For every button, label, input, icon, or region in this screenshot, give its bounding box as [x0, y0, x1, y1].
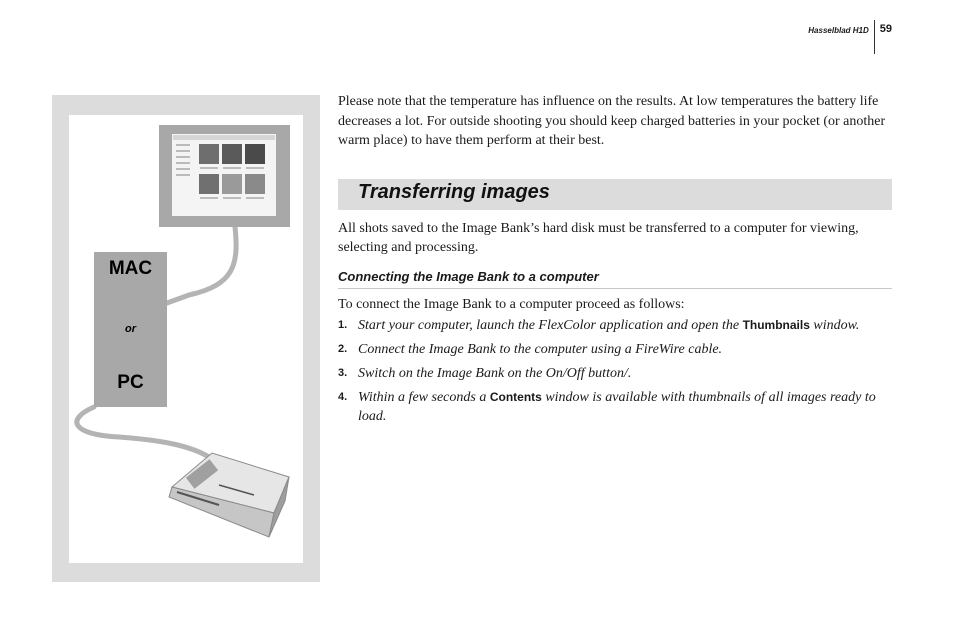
step-text: window.	[809, 318, 860, 333]
section-body: All shots saved to the Image Bank’s hard disk must be transferred to a computer for viewing, selecting and processing.	[338, 220, 859, 255]
step-number: 4.	[338, 391, 348, 403]
list-item	[338, 364, 892, 383]
illustration-canvas	[69, 115, 303, 563]
page-header	[808, 20, 892, 54]
step-keyword: Contents	[489, 390, 542, 404]
step-text: Start your computer, launch the FlexColor application and open the	[358, 318, 743, 333]
monitor-screen	[172, 134, 276, 216]
image-bank-device	[169, 453, 289, 537]
step-text: Connect the Image Bank to the computer using a FireWire cable.	[358, 342, 723, 357]
step-number: 1.	[338, 319, 348, 331]
subheading: Connecting the Image Bank to a computer	[338, 269, 892, 289]
mac-label: MAC	[108, 258, 153, 279]
connection-illustration	[52, 95, 320, 582]
header-brand: Hasselblad H1D	[808, 26, 869, 35]
list-item	[338, 316, 892, 335]
main-content	[338, 92, 892, 431]
step-text: Switch on the Image Bank on the On/Off button/.	[358, 366, 632, 381]
computer-monitor	[159, 125, 290, 227]
section-header-bar	[338, 179, 892, 210]
thumbnail-window-graphic	[172, 134, 276, 216]
pc-label: PC	[117, 372, 144, 393]
steps-list	[338, 316, 892, 426]
list-item	[338, 340, 892, 359]
or-label: or	[125, 323, 136, 335]
step-number: 3.	[338, 367, 348, 379]
step-number: 2.	[338, 343, 348, 355]
step-text: window is available with thumbnails of all images ready to load.	[358, 390, 876, 424]
intro-paragraph: Please note that the temperature has influence on the results. At low temperatures the battery life decreases a lot. For outside shooting you should keep charged batteries in your pocket (or another warm place) to have them perform at their best.	[338, 94, 886, 148]
step-text: Within a few seconds a	[358, 390, 490, 405]
steps-lead: To connect the Image Bank to a computer proceed as follows:	[338, 296, 685, 312]
page-number: 59	[879, 23, 892, 35]
step-keyword: Thumbnails	[742, 318, 810, 332]
section-title: Transferring images	[358, 180, 550, 203]
list-item	[338, 388, 892, 426]
mac-or-pc-box	[94, 252, 167, 407]
